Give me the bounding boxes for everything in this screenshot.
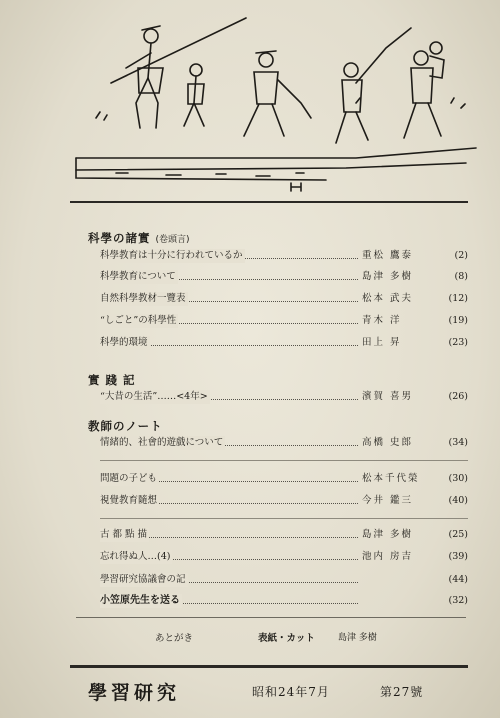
entry-page: (26) <box>448 391 468 402</box>
entry-author: 高橋 史郎 <box>362 437 414 448</box>
entry-title: “大昔の生活”……<4年> <box>100 391 208 402</box>
entry-author: 青木 洋 <box>362 315 402 326</box>
entry-page: (12) <box>448 293 468 304</box>
afterword-label: あとがき <box>155 633 194 644</box>
footer-rule <box>76 617 466 618</box>
entry-page: (19) <box>448 315 468 326</box>
toc-entry[interactable] <box>100 390 468 404</box>
entry-author: 重松 鷹泰 <box>362 250 414 261</box>
entry-author: 島津 多樹 <box>362 529 414 540</box>
entry-page: (34) <box>448 437 468 448</box>
cover-credit-label: 表紙・カット <box>258 633 315 644</box>
bottom-rule <box>70 665 468 668</box>
section-heading-practice <box>88 372 136 388</box>
magazine-title: 學習研究 <box>88 682 181 704</box>
top-rule <box>70 201 468 203</box>
entry-title: 小笠原先生を送る <box>100 595 180 606</box>
section-heading-science <box>88 230 190 246</box>
toc-entry[interactable] <box>100 436 468 450</box>
entry-title: 忘れ得ぬ人…(4) <box>100 551 171 562</box>
entry-page: (39) <box>448 551 468 562</box>
entry-author: 池内 房吉 <box>362 551 414 562</box>
entry-page: (30) <box>448 473 468 484</box>
toc-entry[interactable] <box>100 249 468 263</box>
toc-entry[interactable] <box>100 336 468 350</box>
entry-author: 島津 多樹 <box>362 271 414 282</box>
entry-title: 科學的環境 <box>100 337 148 348</box>
entry-author: 濱賀 喜男 <box>362 391 414 402</box>
section-heading-subtitle: (卷頭言) <box>155 235 190 245</box>
section-heading-text: 科學の諸實 <box>88 231 151 245</box>
entry-page: (44) <box>448 574 468 585</box>
entry-page: (8) <box>454 271 468 282</box>
entry-title: 問題の子ども <box>100 473 158 484</box>
toc-entry[interactable] <box>100 472 468 486</box>
entry-title: 學習研究協議會の記 <box>100 574 186 585</box>
entry-author: 松本千代榮 <box>362 473 420 484</box>
toc-entry[interactable] <box>100 594 468 608</box>
toc-entry[interactable] <box>100 550 468 564</box>
toc-entry[interactable] <box>100 573 468 587</box>
entry-page: (23) <box>448 337 468 348</box>
entry-title: 科學教育は十分に行われているか <box>100 250 243 261</box>
entry-title: 視覺教育隨想 <box>100 495 158 506</box>
issue-date: 昭和24年7月 <box>252 685 330 699</box>
entry-author: 松本 武夫 <box>362 293 414 304</box>
section-heading-teacher-notes <box>88 418 163 434</box>
entry-title: 古 都 點 描 <box>100 529 148 540</box>
toc-entry[interactable] <box>100 314 468 328</box>
toc-entry[interactable] <box>100 292 468 306</box>
section-heading-text: 教師のノート <box>88 419 163 433</box>
issue-number: 第27號 <box>380 685 424 699</box>
entry-title: “しごと”の科學性 <box>100 315 177 326</box>
entry-title: 科學教育について <box>100 271 176 282</box>
toc-entry[interactable] <box>100 494 468 508</box>
toc-entry[interactable] <box>100 528 468 542</box>
divider <box>100 518 468 519</box>
entry-page: (40) <box>448 495 468 506</box>
divider <box>100 460 468 461</box>
entry-title: 情緒的、社會的遊戲について <box>100 437 224 448</box>
children-walking-illustration <box>56 8 486 198</box>
entry-page: (32) <box>448 595 468 606</box>
section-heading-text: 實 踐 記 <box>88 373 136 387</box>
toc-entry[interactable] <box>100 270 468 284</box>
entry-author: 田上 昇 <box>362 337 402 348</box>
entry-title: 自然科學教材一覽表 <box>100 293 186 304</box>
entry-page: (2) <box>454 250 468 261</box>
cover-credit-name: 島津 多樹 <box>338 633 377 643</box>
entry-page: (25) <box>448 529 468 540</box>
entry-author: 今井 鑑三 <box>362 495 414 506</box>
